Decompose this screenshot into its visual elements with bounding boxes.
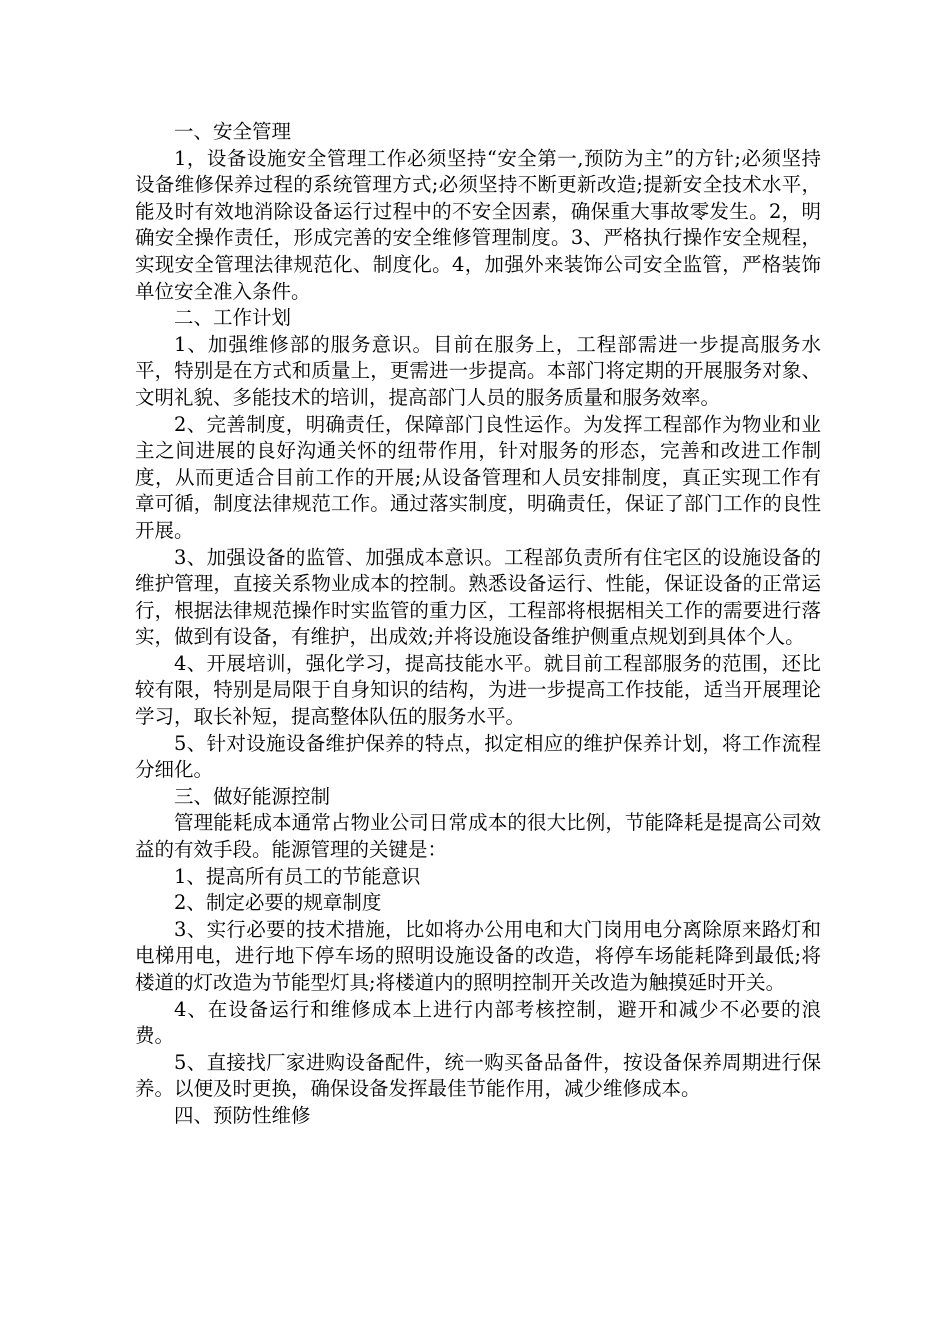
section-heading-work-plan: 二、工作计划	[174, 306, 292, 330]
paragraph: 1、加强维修部的服务意识。目前在服务上，工程部需进一步提高服务水平，特别是在方式和质量上，更需进一步提高。本部门将定期的开展服务对象、文明礼貌、多能技术的培训，提高部门人员的服务质量和服务效率。	[135, 332, 821, 409]
list-item: 1、提高所有员工的节能意识	[174, 864, 421, 888]
list-item: 4、在设备运行和维修成本上进行内部考核控制，避开和减少不必要的浪费。	[135, 997, 821, 1048]
paragraph: 4、开展培训，强化学习，提高技能水平。就目前工程部服务的范围，还比较有限，特别是局限于自身知识的结构，为进一步提高工作技能，适当开展理论学习，取长补短，提高整体队伍的服务水平。	[135, 651, 821, 729]
list-item: 5、直接找厂家进购设备配件，统一购买备品备件，按设备保养周期进行保养。以便及时更换，确保设备发挥最佳节能作用，减少维修成本。	[135, 1050, 821, 1101]
document-body	[135, 119, 821, 1130]
paragraph: 管理能耗成本通常占物业公司日常成本的很大比例，节能降耗是提高公司效益的有效手段。能源管理的关键是：	[135, 811, 821, 862]
list-item: 3、实行必要的技术措施，比如将办公用电和大门岗用电分离除原来路灯和电梯用电，进行地下停车场的照明设施设备的改造，将停车场能耗降到最低;将楼道的灯改造为节能型灯具;将楼道内的照明控制开关改造为触摸延时开关。	[135, 917, 821, 994]
section-heading-preventive-maintenance: 四、预防性维修	[174, 1103, 311, 1127]
paragraph: 5、针对设施设备维护保养的特点，拟定相应的维护保养计划，将工作流程分细化。	[135, 731, 821, 782]
paragraph: 3、加强设备的监管、加强成本意识。工程部负责所有住宅区的设施设备的维护管理，直接关系物业成本的控制。熟悉设备运行、性能，保证设备的正常运行，根据法律规范操作时实监管的重力区，工程部将根据相关工作的需要进行落实，做到有设备，有维护，出成效;并将设施设备维护侧重点规划到具体个人。	[135, 545, 821, 649]
list-item: 2、制定必要的规章制度	[174, 891, 382, 915]
section-heading-energy-control: 三、做好能源控制	[174, 784, 331, 808]
section-heading-safety: 一、安全管理	[174, 120, 292, 143]
paragraph: 2、完善制度，明确责任，保障部门良性运作。为发挥工程部作为物业和业主之间进展的良好沟通关怀的纽带作用，针对服务的形态，完善和改进工作制度，从而更适合目前工作的开展;从设备管理和人员安排制度，真正实现工作有章可循，制度法律规范工作。通过落实制度，明确责任，保证了部门工作的良性开展。	[135, 412, 821, 542]
paragraph: 1，设备设施安全管理工作必须坚持“安全第一,预防为主”的方针;必须坚持设备维修保养过程的系统管理方式;必须坚持不断更新改造;提新安全技术水平，能及时有效地消除设备运行过程中的不安全因素，确保重大事故零发生。2，明确安全操作责任，形成完善的安全维修管理制度。3、严格执行操作安全规程，实现安全管理法律规范化、制度化。4，加强外来装饰公司安全监管，严格装饰单位安全准入条件。	[135, 146, 821, 303]
